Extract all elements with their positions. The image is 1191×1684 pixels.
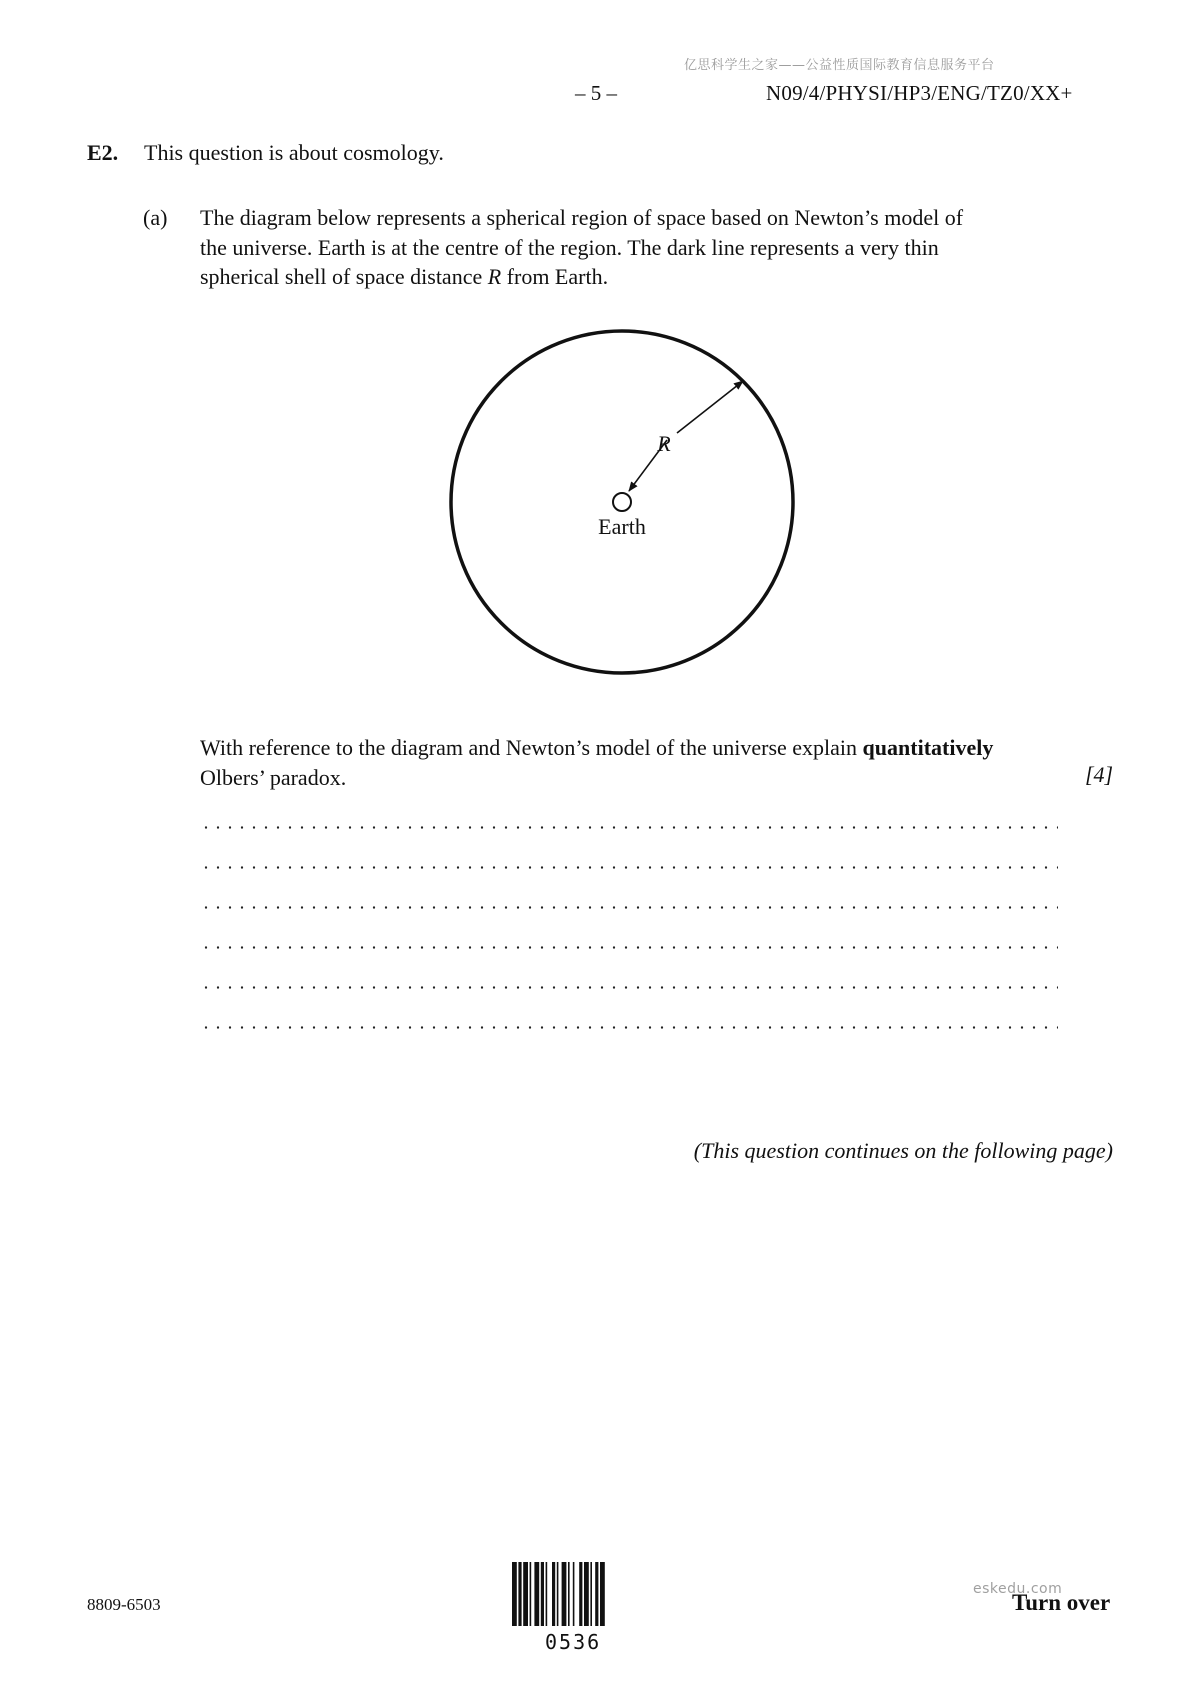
part-a-text <box>200 203 1058 292</box>
footer-watermark: eskedu.com <box>973 1581 1063 1597</box>
answer-line[interactable] <box>200 822 1058 832</box>
question-number: E2. <box>87 140 119 165</box>
barcode-bar <box>523 1562 528 1626</box>
barcode-bar <box>546 1562 548 1626</box>
barcode-bar <box>562 1562 567 1626</box>
barcode-bar <box>552 1562 555 1626</box>
part-a-text-line-3-end: from Earth. <box>501 264 609 289</box>
question-intro: This question is about cosmology. <box>144 140 444 165</box>
barcode-bar <box>579 1562 582 1626</box>
barcode-bar <box>600 1562 605 1626</box>
barcode-bar <box>568 1562 570 1626</box>
earth-marker <box>613 493 631 511</box>
part-a-text-line-2: the universe. Earth is at the centre of the region. The dark line represents a very thin <box>200 234 939 260</box>
radius-label: R <box>657 431 671 456</box>
document-number: 8809-6503 <box>87 1595 161 1614</box>
continues-note: (This question continues on the following page) <box>693 1138 1113 1163</box>
answer-line[interactable] <box>200 982 1058 992</box>
radius-arrow-outer <box>677 381 743 433</box>
instruction-line-2: Olbers’ paradox. <box>200 764 347 790</box>
part-a-text-line-1: The diagram below represents a spherical region of space based on Newton’s model of <box>200 205 964 230</box>
barcode-bar <box>557 1562 559 1626</box>
question-instruction <box>200 733 1058 792</box>
answer-line[interactable] <box>200 862 1058 872</box>
barcode-number: 0536 <box>545 1630 602 1654</box>
answer-line[interactable] <box>200 942 1058 952</box>
barcode-bar <box>541 1562 544 1626</box>
answer-line[interactable] <box>200 1022 1058 1032</box>
barcode <box>512 1562 644 1626</box>
barcode-bar <box>573 1562 575 1626</box>
barcode-bar <box>518 1562 521 1626</box>
barcode-bar <box>590 1562 592 1626</box>
barcode-bar <box>530 1562 532 1626</box>
part-a-text-line-3-start: spherical shell of space distance <box>200 264 488 289</box>
instruction-text: With reference to the diagram and Newton’s model of the universe explain <box>200 735 863 760</box>
paper-code: N09/4/PHYSI/HP3/ENG/TZ0/XX+ <box>766 81 1073 105</box>
header-watermark: 亿思科学生之家——公益性质国际教育信息服务平台 <box>684 58 995 73</box>
barcode-bar <box>512 1562 517 1626</box>
part-a-label: (a) <box>143 205 168 230</box>
spherical-region-diagram <box>440 320 800 680</box>
instruction-emphasis: quantitatively <box>862 735 994 760</box>
barcode-bar <box>584 1562 589 1626</box>
radius-variable: R <box>487 264 502 289</box>
turn-over-label: Turn over <box>1012 1590 1111 1615</box>
marks-allocation: [4] <box>1085 762 1114 787</box>
part-a-text-line-3 <box>200 262 1058 292</box>
page-number: – 5 – <box>575 81 617 105</box>
instruction-line-1 <box>200 733 1058 763</box>
answer-line[interactable] <box>200 902 1058 912</box>
barcode-bar <box>595 1562 598 1626</box>
earth-label: Earth <box>598 514 646 539</box>
barcode-bar <box>534 1562 539 1626</box>
